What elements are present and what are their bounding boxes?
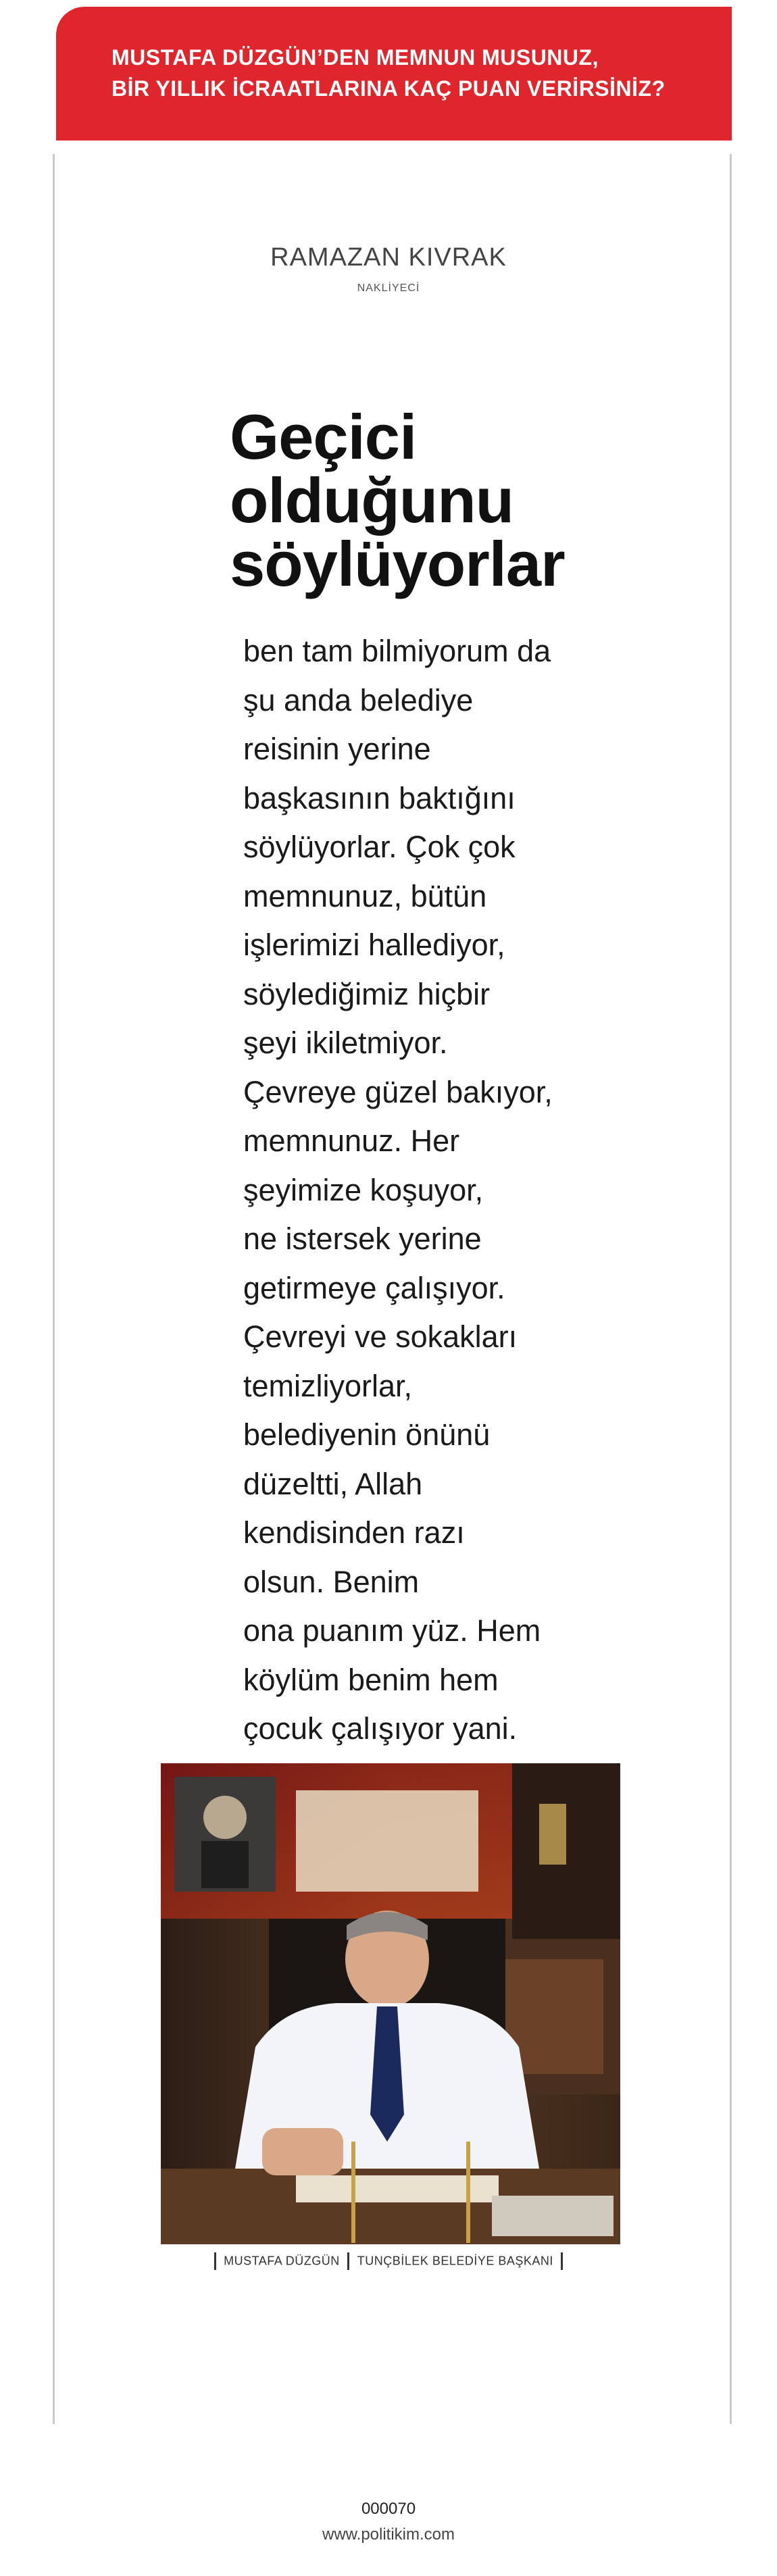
body-line: belediyenin önünü	[243, 1417, 491, 1452]
caption-divider	[347, 2252, 349, 2270]
body-line: şeyimize koşuyor,	[243, 1172, 484, 1207]
caption-divider	[561, 2252, 563, 2270]
body-line: köylüm benim hem	[243, 1662, 499, 1697]
body-line: reisinin yerine	[243, 732, 431, 766]
frame-right-rule	[730, 154, 732, 2424]
body-line: getirmeye çalışıyor.	[243, 1270, 505, 1305]
caption-title: TUNÇBİLEK BELEDİYE BAŞKANI	[357, 2254, 553, 2268]
banner-line-2: BİR YILLIK İCRAATLARINA KAÇ PUAN VERİRSİNİZ?	[111, 76, 666, 101]
website-link[interactable]: www.politikim.com	[322, 2525, 455, 2544]
interviewee-name: RAMAZAN KIVRAK	[270, 243, 507, 272]
body-line: ben tam bilmiyorum da	[243, 634, 551, 668]
headline-line: Geçici	[230, 401, 417, 472]
caption-divider	[214, 2252, 216, 2270]
photo-caption	[0, 2252, 777, 2270]
header-banner	[56, 7, 732, 141]
page-number: 000070	[361, 2500, 416, 2518]
quote-body	[243, 627, 581, 1754]
body-line: şu anda belediye	[243, 682, 474, 717]
body-line: kendisinden razı	[243, 1515, 465, 1550]
mayor-photo-illustration	[161, 1763, 620, 2244]
body-line: başkasının baktığını	[243, 780, 516, 815]
caption-name: MUSTAFA DÜZGÜN	[224, 2254, 340, 2268]
body-line: düzeltti, Allah	[243, 1466, 423, 1501]
body-line: çocuk çalışıyor yani.	[243, 1711, 518, 1746]
banner-line-1: MUSTAFA DÜZGÜN’DEN MEMNUN MUSUNUZ,	[111, 45, 599, 70]
headline	[230, 401, 608, 599]
body-line: ona puanım yüz. Hem	[243, 1613, 541, 1648]
interviewee-role: NAKLİYECİ	[357, 282, 420, 294]
body-line: temizliyorlar,	[243, 1368, 413, 1403]
headline-line: olduğunu	[230, 465, 514, 536]
body-line: Çevreyi ve sokakları	[243, 1319, 518, 1354]
body-line: işlerimizi hallediyor,	[243, 928, 505, 962]
body-line: Çevreye güzel bakıyor,	[243, 1074, 553, 1109]
body-line: memnunuz. Her	[243, 1123, 460, 1158]
body-line: memnunuz, bütün	[243, 878, 487, 913]
frame-left-rule	[53, 154, 55, 2424]
banner-question	[111, 42, 720, 104]
mayor-photo	[161, 1763, 620, 2244]
body-line: olsun. Benim	[243, 1564, 420, 1599]
body-line: şeyi ikiletmiyor.	[243, 1026, 448, 1060]
body-line: söylüyorlar. Çok çok	[243, 830, 516, 864]
body-line: söylediğimiz hiçbir	[243, 976, 491, 1011]
headline-line: söylüyorlar	[230, 528, 565, 599]
body-line: ne istersek yerine	[243, 1221, 482, 1256]
